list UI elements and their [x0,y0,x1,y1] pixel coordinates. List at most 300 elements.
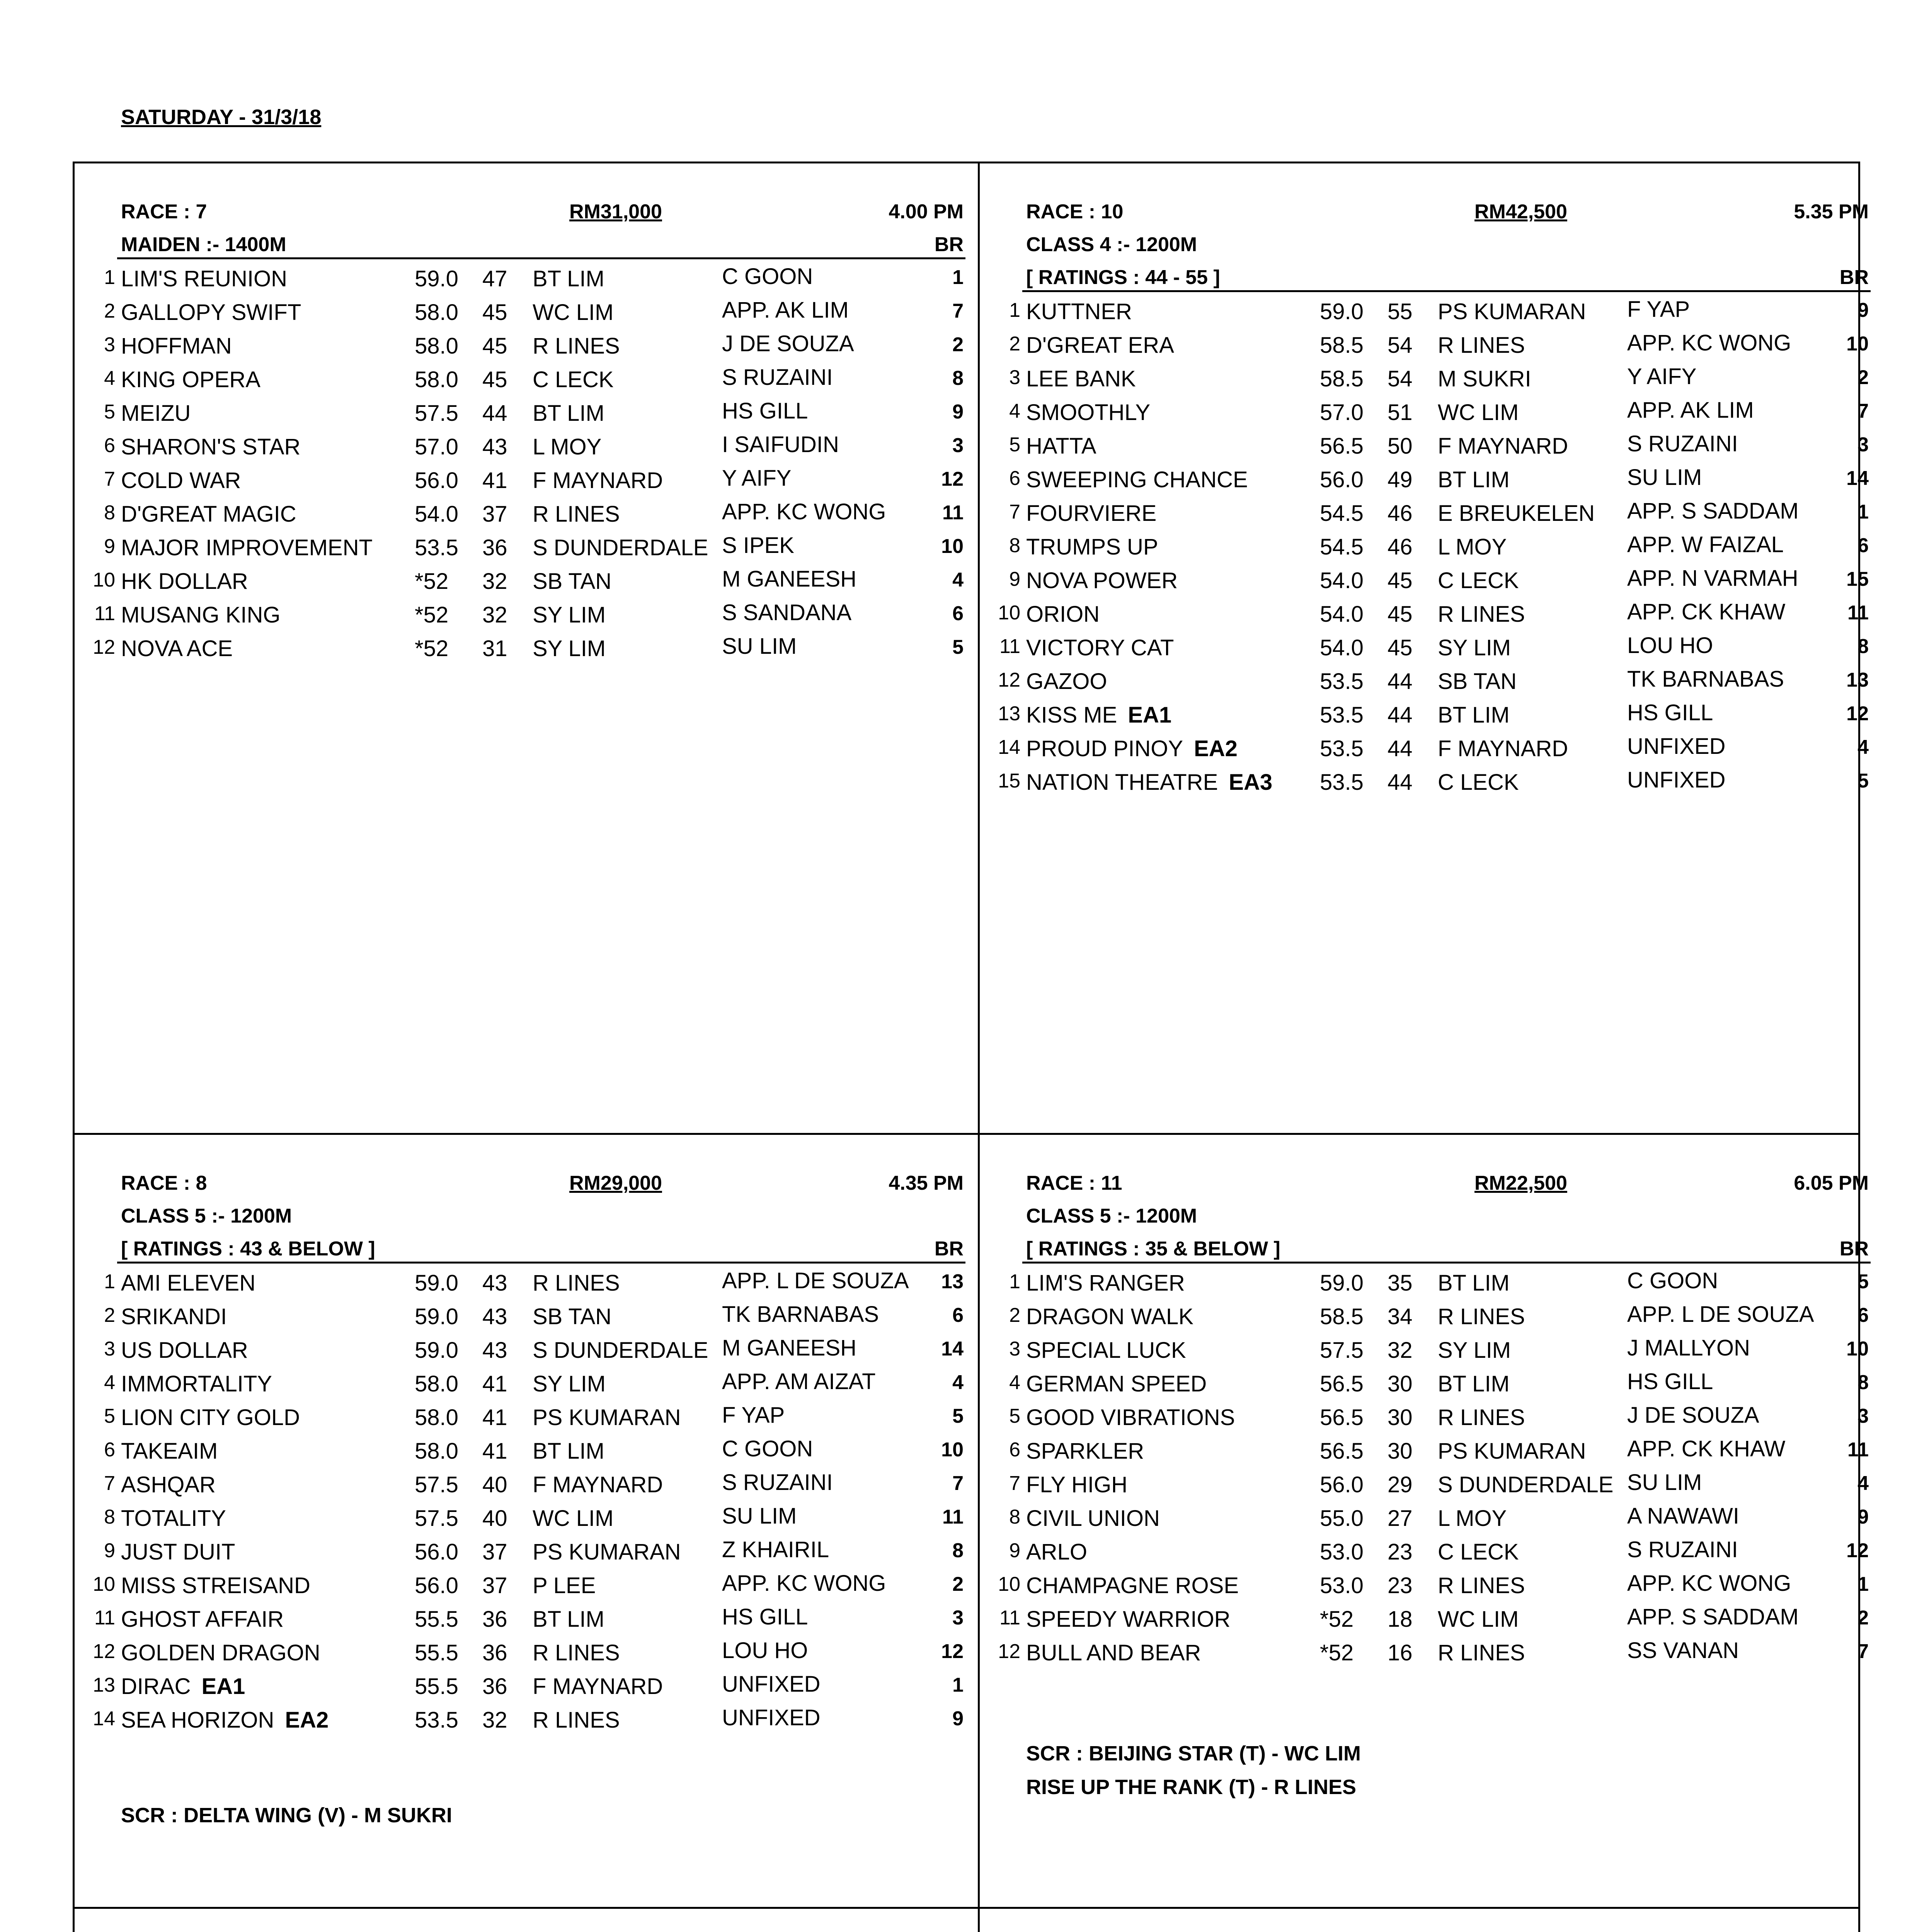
weight: *52 [415,569,449,594]
barrier: 5 [952,636,964,658]
entry-row [980,1438,1880,1472]
horse-name: COLD WAR [121,468,241,493]
weight: 58.0 [415,1439,458,1464]
entry-row [75,1472,975,1505]
horse-name: TAKEAIM [121,1439,218,1464]
horse-name: HATTA [1026,434,1096,459]
jockey: S RUZAINI [722,1470,833,1495]
horse-name: MEIZU [121,401,191,426]
header-rule [1022,290,1871,292]
weight: 55.5 [415,1674,458,1699]
jockey: M GANEESH [722,1335,857,1361]
horse-name-text: DIRAC [121,1674,191,1699]
weight: *52 [415,636,449,661]
weight: 58.5 [1320,366,1364,391]
entry-row [75,434,975,468]
entry-number: 3 [104,1338,115,1360]
weight: 57.5 [415,1506,458,1531]
race-prize: RM29,000 [569,1172,662,1194]
horse-name: GHOST AFFAIR [121,1607,284,1632]
horse-name: LIM'S RANGER [1026,1270,1185,1296]
entry-number: 4 [104,367,115,389]
barrier: 13 [1846,669,1869,691]
jockey: S IPEK [722,533,794,558]
barrier: 2 [1857,366,1869,389]
horse-name: CHAMPAGNE ROSE [1026,1573,1239,1598]
barrier: 4 [952,569,964,591]
entry-number: 12 [93,1640,115,1663]
trainer: F MAYNARD [1438,736,1568,761]
jockey: HS GILL [1627,1369,1713,1394]
entry-number: 3 [1009,366,1020,389]
rating: 32 [482,1708,507,1733]
barrier: 3 [952,434,964,457]
trainer: SY LIM [533,636,606,661]
barrier: 7 [1857,1640,1869,1663]
entry-number: 5 [1009,1405,1020,1427]
entry-number: 8 [1009,534,1020,557]
trainer: F MAYNARD [1438,434,1568,459]
race-time: 5.35 PM [1794,201,1869,223]
weight: 54.0 [1320,635,1364,660]
race-prize: RM42,500 [1474,201,1567,223]
rating: 47 [482,266,507,291]
entry-number: 9 [1009,568,1020,590]
horse-name: NOVA POWER [1026,568,1178,593]
entry-row [75,1270,975,1304]
horse-name-text: SEA HORIZON [121,1708,274,1733]
entry-number: 4 [104,1371,115,1394]
weight: *52 [1320,1607,1354,1632]
barrier: 2 [952,333,964,356]
entry-number: 5 [1009,434,1020,456]
trainer: BT LIM [533,266,604,291]
entry-number: 12 [93,636,115,658]
barrier: 9 [952,401,964,423]
weight: 59.0 [415,1270,458,1296]
barrier: 5 [1857,1270,1869,1293]
trainer: C LECK [1438,770,1519,795]
trainer: S DUNDERDALE [533,1338,708,1363]
entry-row [75,535,975,568]
trainer: SY LIM [533,602,606,628]
jockey: M GANEESH [722,566,857,592]
entry-row [75,1640,975,1673]
jockey: APP. L DE SOUZA [722,1268,909,1293]
entry-row [980,366,1880,400]
entry-row [980,1573,1880,1606]
entry-number: 6 [104,1439,115,1461]
rating: 36 [482,535,507,560]
weight: 56.5 [1320,1439,1364,1464]
rating: 37 [482,502,507,527]
entry-row [75,1707,975,1741]
race-class-distance: CLASS 5 :- 1200M [121,1205,292,1227]
trainer: R LINES [533,333,620,359]
rating: 45 [482,300,507,325]
entry-row [980,1505,1880,1539]
horse-name: LION CITY GOLD [121,1405,300,1430]
barrier: 8 [1857,1371,1869,1394]
barrier: 2 [952,1573,964,1595]
entry-number: 1 [104,266,115,289]
jockey: SU LIM [722,1503,797,1529]
barrier: 3 [1857,434,1869,456]
weight: 57.0 [415,434,458,459]
entry-row [75,1573,975,1606]
trainer: C LECK [1438,1539,1519,1565]
rating: 30 [1388,1371,1413,1396]
rating: 35 [1388,1270,1413,1296]
barrier: 8 [952,367,964,389]
barrier: 14 [1846,467,1869,490]
rating: 43 [482,1304,507,1329]
entry-row [980,1304,1880,1337]
race-class-distance: CLASS 5 :- 1200M [1026,1205,1197,1227]
rating: 41 [482,1405,507,1430]
weight: 54.5 [1320,534,1364,560]
jockey: UNFIXED [1627,734,1726,759]
horse-name [121,1707,329,1733]
rating: 54 [1388,366,1413,391]
rating: 37 [482,1573,507,1598]
weight: 59.0 [415,1338,458,1363]
entry-row [980,299,1880,332]
weight: 56.5 [1320,1371,1364,1396]
barrier: 10 [1846,333,1869,355]
barrier-header: BR [934,233,964,256]
trainer: SY LIM [533,1371,606,1396]
rating: 54 [1388,333,1413,358]
weight: 53.5 [1320,669,1364,694]
jockey: SS VANAN [1627,1638,1739,1663]
entry-number: 2 [1009,1304,1020,1327]
weight: 53.0 [1320,1573,1364,1598]
trainer: F MAYNARD [533,1472,663,1497]
jockey: APP. AM AIZAT [722,1369,876,1394]
barrier-header: BR [934,1238,964,1260]
trainer: R LINES [1438,333,1525,358]
entry-number: 9 [104,1539,115,1562]
trainer: PS KUMARAN [533,1539,681,1565]
entry-row [75,1539,975,1573]
rating: 41 [482,468,507,493]
entry-row [980,601,1880,635]
weight: 59.0 [1320,1270,1364,1296]
rating: 45 [482,367,507,392]
horse-name: GAZOO [1026,669,1107,694]
race-time: 4.35 PM [889,1172,964,1194]
entry-row [75,636,975,669]
barrier: 6 [952,1304,964,1327]
entry-number: 14 [998,736,1020,759]
jockey: APP. N VARMAH [1627,566,1798,591]
trainer: S DUNDERDALE [1438,1472,1614,1497]
barrier: 6 [952,602,964,625]
race-prize: RM22,500 [1474,1172,1567,1194]
weight: 59.0 [415,266,458,291]
barrier: 8 [1857,635,1869,658]
weight: 59.0 [1320,299,1364,324]
entry-number: 1 [1009,299,1020,321]
rating: 43 [482,434,507,459]
barrier: 1 [1857,1573,1869,1595]
header-rule [1022,1262,1871,1264]
entry-row [980,769,1880,803]
trainer: BT LIM [533,1607,604,1632]
trainer: L MOY [1438,1506,1507,1531]
weight: 58.0 [415,367,458,392]
horse-name: HOFFMAN [121,333,232,359]
horse-name: KUTTNER [1026,299,1132,324]
trainer: R LINES [1438,1640,1525,1665]
trainer: R LINES [533,1640,620,1665]
entry-number: 11 [999,635,1020,658]
weight: 54.5 [1320,501,1364,526]
rating: 41 [482,1371,507,1396]
trainer: L MOY [533,434,602,459]
trainer: C LECK [1438,568,1519,593]
horse-name: ARLO [1026,1539,1087,1565]
trainer: BT LIM [533,1439,604,1464]
trainer: BT LIM [1438,702,1510,728]
rating: 41 [482,1439,507,1464]
entry-row [75,333,975,367]
jockey: APP. AK LIM [1627,398,1754,423]
horse-name: GOLDEN DRAGON [121,1640,320,1665]
entry-number: 2 [104,1304,115,1327]
rating: 44 [1388,736,1413,761]
entry-number: 3 [104,333,115,356]
entry-number: 13 [93,1674,115,1696]
race-ratings: [ RATINGS : 43 & BELOW ] [121,1238,375,1260]
rating: 43 [482,1270,507,1296]
horse-name: SPARKLER [1026,1439,1144,1464]
barrier: 9 [1857,1506,1869,1528]
barrier: 11 [942,1506,964,1528]
rating: 30 [1388,1405,1413,1430]
entry-number: 10 [93,569,115,591]
weight: 57.0 [1320,400,1364,425]
barrier: 10 [1846,1338,1869,1360]
rating: 31 [482,636,507,661]
horse-name: AMI ELEVEN [121,1270,256,1296]
jockey: J DE SOUZA [1627,1403,1759,1428]
jockey: APP. CK KHAW [1627,1436,1786,1461]
rating: 55 [1388,299,1413,324]
rating: 44 [482,401,507,426]
barrier: 1 [952,266,964,289]
entry-row [75,1337,975,1371]
jockey: APP. KC WONG [1627,1571,1791,1596]
barrier: 5 [952,1405,964,1427]
barrier: 7 [1857,400,1869,422]
trainer: PS KUMARAN [1438,1439,1586,1464]
entry-row [75,367,975,400]
barrier: 6 [1857,1304,1869,1327]
entry-row [980,534,1880,568]
weight: 56.0 [415,1539,458,1565]
trainer: SB TAN [533,569,612,594]
jockey: J MALLYON [1627,1335,1750,1361]
rating: 45 [1388,635,1413,660]
horse-name: ORION [1026,602,1100,627]
entry-number: 3 [1009,1338,1020,1360]
rating: 34 [1388,1304,1413,1329]
jockey: S RUZAINI [1627,1537,1738,1562]
barrier: 11 [942,502,964,524]
weight: 56.5 [1320,1405,1364,1430]
rating: 36 [482,1607,507,1632]
entry-row [980,568,1880,601]
entry-number: 13 [998,702,1020,725]
rating: 51 [1388,400,1413,425]
rating: 27 [1388,1506,1413,1531]
barrier: 9 [952,1708,964,1730]
entry-number: 11 [94,1607,115,1629]
horse-name: TOTALITY [121,1506,226,1531]
rating: 45 [1388,602,1413,627]
rating: 23 [1388,1573,1413,1598]
entry-number: 10 [998,1573,1020,1595]
jockey: LOU HO [722,1638,808,1663]
rating: 29 [1388,1472,1413,1497]
entry-number: 7 [104,468,115,490]
horse-name-text: KISS ME [1026,702,1117,728]
entry-number: 4 [1009,400,1020,422]
race-ratings: [ RATINGS : 35 & BELOW ] [1026,1238,1280,1260]
jockey: APP. W FAIZAL [1627,532,1784,557]
jockey: Y AIFY [722,466,792,491]
jockey: APP. S SADDAM [1627,498,1799,524]
jockey: S RUZAINI [1627,431,1738,456]
entry-row [75,568,975,602]
rating: 46 [1388,501,1413,526]
race-time: 6.05 PM [1794,1172,1869,1194]
entry-number: 8 [1009,1506,1020,1528]
entry-row [75,299,975,333]
horse-name: IMMORTALITY [121,1371,272,1396]
trainer: BT LIM [1438,1371,1510,1396]
barrier: 3 [1857,1405,1869,1427]
jockey: HS GILL [1627,700,1713,725]
jockey: SU LIM [1627,1470,1702,1495]
entry-number: 7 [1009,1472,1020,1495]
rating: 18 [1388,1607,1413,1632]
weight: 53.5 [1320,702,1364,728]
horse-name: SPECIAL LUCK [1026,1338,1186,1363]
jockey: TK BARNABAS [1627,667,1784,692]
jockey: HS GILL [722,398,808,423]
entry-number: 14 [93,1708,115,1730]
weight: 55.0 [1320,1506,1364,1531]
trainer: F MAYNARD [533,468,663,493]
horse-name: BULL AND BEAR [1026,1640,1201,1665]
barrier: 11 [1847,602,1869,624]
rating: 40 [482,1506,507,1531]
horse-name: ASHQAR [121,1472,216,1497]
entry-row [75,1438,975,1472]
page-header: SATURDAY - 31/3/18 [121,105,322,129]
jockey: Z KHAIRIL [722,1537,829,1562]
weight: 57.5 [1320,1338,1364,1363]
jockey: APP. S SADDAM [1627,1604,1799,1629]
horse-name: LIM'S REUNION [121,266,288,291]
entry-number: 5 [104,401,115,423]
jockey: APP. KC WONG [722,499,886,524]
trainer: BT LIM [1438,1270,1510,1296]
entry-row [980,433,1880,467]
horse-name: MAJOR IMPROVEMENT [121,535,373,560]
weight: 58.0 [415,300,458,325]
race-class-distance: CLASS 4 :- 1200M [1026,233,1197,256]
rating: 45 [1388,568,1413,593]
entry-number: 1 [1009,1270,1020,1293]
jockey: SU LIM [722,634,797,659]
emergency-acceptor-tag: EA1 [1128,702,1172,728]
entry-number: 8 [104,1506,115,1528]
trainer: S DUNDERDALE [533,535,708,560]
trainer: SY LIM [1438,1338,1511,1363]
rating: 44 [1388,669,1413,694]
emergency-acceptor-tag: EA3 [1229,770,1273,795]
race-card-race8 [75,1135,975,1904]
horse-name: SPEEDY WARRIOR [1026,1607,1231,1632]
trainer: BT LIM [533,401,604,426]
horse-name: LEE BANK [1026,366,1136,391]
emergency-acceptor-tag: EA2 [1194,736,1238,761]
race-number: RACE : 10 [1026,201,1124,223]
horse-name: FOURVIERE [1026,501,1157,526]
weight: 57.5 [415,401,458,426]
jockey: I SAIFUDIN [722,432,839,457]
weight: 54.0 [1320,568,1364,593]
horse-name [1026,769,1272,795]
race-number: RACE : 11 [1026,1172,1122,1194]
horse-name: MISS STREISAND [121,1573,310,1598]
weight: 53.5 [1320,736,1364,761]
barrier-header: BR [1839,1238,1869,1260]
jockey: UNFIXED [722,1672,821,1697]
entry-number: 10 [93,1573,115,1595]
barrier: 12 [1846,702,1869,725]
trainer: PS KUMARAN [533,1405,681,1430]
barrier: 15 [1846,568,1869,590]
trainer: R LINES [533,502,620,527]
weight: 58.0 [415,333,458,359]
rating: 30 [1388,1439,1413,1464]
weight: 56.0 [415,468,458,493]
entry-row [75,1505,975,1539]
entry-row [980,702,1880,736]
race-number: RACE : 8 [121,1172,207,1194]
entry-row [980,1405,1880,1438]
entry-number: 9 [1009,1539,1020,1562]
entry-row [980,1337,1880,1371]
jockey: APP. KC WONG [722,1571,886,1596]
horse-name: SWEEPING CHANCE [1026,467,1248,492]
entry-number: 7 [104,1472,115,1495]
entry-number: 6 [1009,1439,1020,1461]
horse-name: DRAGON WALK [1026,1304,1193,1329]
barrier: 4 [1857,736,1869,759]
race-class-distance: MAIDEN :- 1400M [121,233,286,256]
entry-row [75,1371,975,1405]
entry-number: 6 [1009,467,1020,490]
weight: 56.0 [415,1573,458,1598]
trainer: SY LIM [1438,635,1511,660]
header-rule [117,1262,965,1264]
